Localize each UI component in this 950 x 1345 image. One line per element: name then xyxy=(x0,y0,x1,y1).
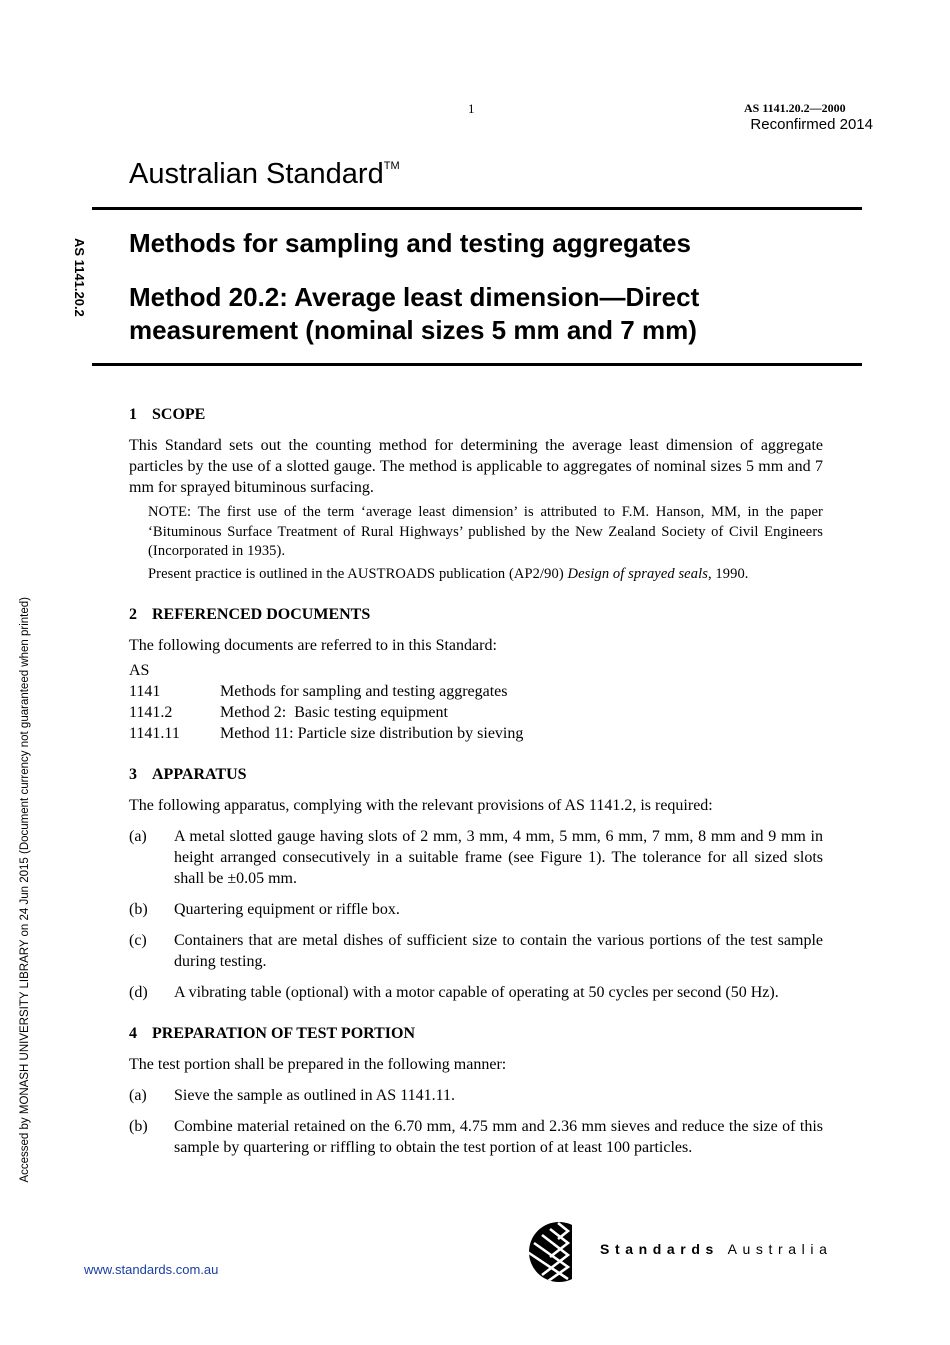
note-text-end: , 1990. xyxy=(707,565,749,582)
item-label: (b) xyxy=(129,901,148,918)
website-link[interactable]: www.standards.com.au xyxy=(84,1262,219,1277)
standards-australia-logo-icon xyxy=(528,1221,590,1283)
list-item xyxy=(129,702,823,723)
top-rule xyxy=(92,207,862,210)
section-heading xyxy=(129,1023,823,1044)
list-item xyxy=(129,899,823,920)
brand-title xyxy=(129,158,400,191)
section-title: APPARATUS xyxy=(152,766,247,783)
scope-note: NOTE: The first use of the term ‘average least dimension’ is attributed to F.M. Hanson, MM, in the paper ‘Bituminous Surface Treatment of Rural Highways’ published by the New Zealand Society of Civil Engineers (Incorporated in 1935). xyxy=(148,504,823,559)
trademark: TM xyxy=(383,160,400,172)
refs-paragraph: The following documents are referred to in this Standard: xyxy=(129,637,497,654)
section-heading xyxy=(129,764,823,785)
section-referenced-documents xyxy=(129,604,823,744)
access-notice: Accessed by MONASH UNIVERSITY LIBRARY on 24 Jun 2015 (Document currency not guaranteed when printed) xyxy=(19,597,31,1183)
logo-word-standards: Standards xyxy=(600,1241,719,1257)
section-heading xyxy=(129,604,823,625)
publication-title: Design of sprayed seals xyxy=(567,565,708,582)
logo-word-australia: Australia xyxy=(727,1241,833,1257)
item-text: A vibrating table (optional) with a motor capable of operating at 50 cycles per second (50 Hz). xyxy=(174,984,779,1001)
item-text: A metal slotted gauge having slots of 2 mm, 3 mm, 4 mm, 5 mm, 6 mm, 7 mm, 8 mm and 9 mm in height arranged consecutively in a suitable frame (see Figure 1). The tolerance for all sized slots shall be ±0.05 mm. xyxy=(174,828,823,887)
reconfirmed-label: Reconfirmed 2014 xyxy=(750,116,873,133)
main-title: Methods for sampling and testing aggregates xyxy=(129,228,691,258)
list-item xyxy=(129,1085,823,1106)
list-item xyxy=(129,982,823,1003)
section-apparatus xyxy=(129,764,823,1003)
section-number: 4 xyxy=(129,1025,137,1042)
list-item xyxy=(129,681,823,702)
section-title: PREPARATION OF TEST PORTION xyxy=(152,1025,416,1042)
item-text: Sieve the sample as outlined in AS 1141.11. xyxy=(174,1087,456,1104)
refs-prefix: AS xyxy=(129,662,150,679)
logo-wordmark xyxy=(600,1241,832,1257)
list-item xyxy=(129,1116,823,1158)
doc-title: Method 2: Basic testing equipment xyxy=(220,704,448,721)
doc-title: Method 11: Particle size distribution by sieving xyxy=(220,725,524,742)
doc-code: 1141 xyxy=(129,683,161,700)
standard-id: AS 1141.20.2—2000 xyxy=(744,101,846,115)
section-heading xyxy=(129,404,823,425)
preparation-paragraph: The test portion shall be prepared in the following manner: xyxy=(129,1056,507,1073)
section-title: REFERENCED DOCUMENTS xyxy=(152,606,371,623)
section-number: 1 xyxy=(129,406,137,423)
document-body xyxy=(129,404,823,1158)
page-number: 1 xyxy=(468,101,475,116)
doc-code: 1141.11 xyxy=(129,725,180,742)
section-number: 2 xyxy=(129,606,137,623)
item-label: (a) xyxy=(129,1087,147,1104)
section-number: 3 xyxy=(129,766,137,783)
list-item xyxy=(129,826,823,889)
doc-code: 1141.2 xyxy=(129,704,173,721)
apparatus-paragraph: The following apparatus, complying with the relevant provisions of AS 1141.2, is required: xyxy=(129,797,713,814)
item-label: (d) xyxy=(129,984,148,1001)
bottom-title-rule xyxy=(92,363,862,366)
note-text: Present practice is outlined in the AUSTROADS publication (AP2/90) xyxy=(148,565,568,582)
side-standard-id: AS 1141.20.2 xyxy=(72,238,87,317)
method-title: Method 20.2: Average least dimension—Direct measurement (nominal sizes 5 mm and 7 mm) xyxy=(129,282,700,345)
item-label: (c) xyxy=(129,932,147,949)
section-title: SCOPE xyxy=(152,406,206,423)
referenced-documents-list xyxy=(129,660,823,744)
scope-note-practice xyxy=(148,565,823,585)
item-label: (b) xyxy=(129,1118,148,1135)
item-text: Quartering equipment or riffle box. xyxy=(174,901,400,918)
section-scope xyxy=(129,404,823,584)
list-item xyxy=(129,723,823,744)
list-item xyxy=(129,930,823,972)
item-label: (a) xyxy=(129,828,147,845)
item-text: Containers that are metal dishes of sufficient size to contain the various portions of the test sample during testing. xyxy=(174,932,823,970)
doc-title: Methods for sampling and testing aggregates xyxy=(220,683,508,700)
section-preparation xyxy=(129,1023,823,1158)
item-text: Combine material retained on the 6.70 mm, 4.75 mm and 2.36 mm sieves and reduce the size of this sample by quartering or riffling to obtain the test portion of at least 100 particles. xyxy=(174,1118,823,1156)
brand-name: Australian Standard xyxy=(129,158,384,190)
scope-paragraph: This Standard sets out the counting method for determining the average least dimension of aggregate particles by the use of a slotted gauge. The method is applicable to aggregates of nominal sizes 5 mm and 7 mm for sprayed bituminous surfacing. xyxy=(129,437,823,496)
